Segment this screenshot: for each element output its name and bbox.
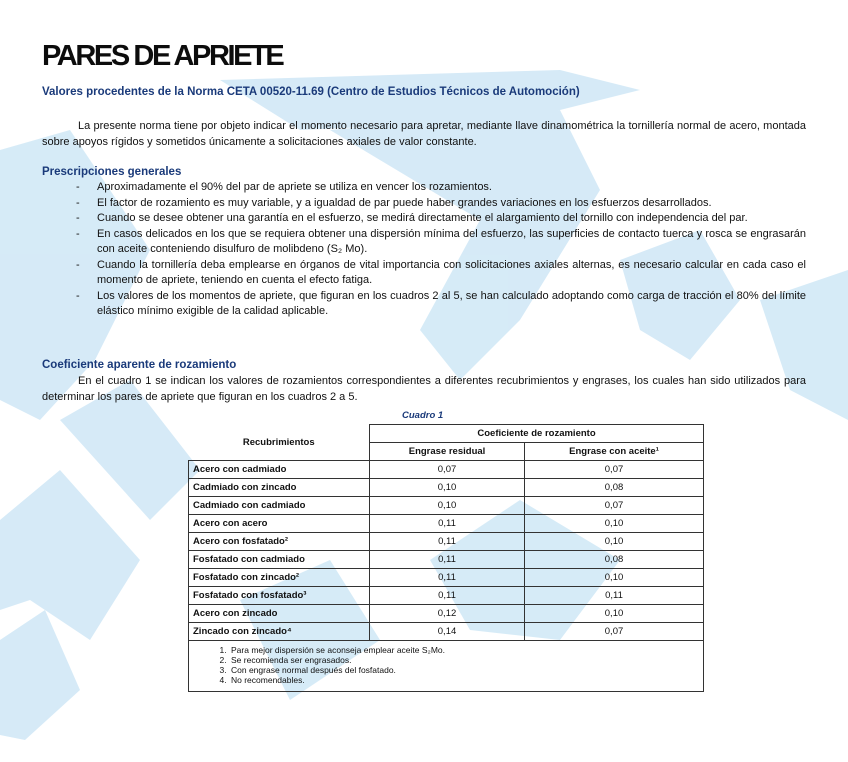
table-row — [189, 605, 704, 623]
list-item-text: En casos delicados en los que se requiera obtener una dispersión mínima del esfuerzo, las superficies de contacto tuerca y rosca se engrasarán con aceite conteniendo disulfuro de molibdeno (S₂ Mo). — [97, 227, 806, 255]
row-label: Acero con cadmiado — [189, 461, 370, 479]
table-row — [189, 497, 704, 515]
row-label: Cadmiado con zincado — [189, 479, 370, 497]
row-label: Acero con acero — [189, 515, 370, 533]
section-heading-coeficiente: Coeficiente aparente de rozamiento — [42, 359, 237, 371]
list-item: - El factor de rozamiento es muy variable, y a igualdad de par puede haber grandes variaciones en los esfuerzos desarrollados. — [76, 196, 712, 209]
cell-residual: 0,11 — [370, 569, 525, 587]
intro-paragraph: La presente norma tiene por objeto indicar el momento necesario para apretar, mediante llave dinamométrica la tornillería normal de acero, montada sobre apoyos rígidos y sometidos únicamente a solicitaciones axiales de valor constante. — [42, 120, 806, 148]
cell-aceite: 0,10 — [525, 569, 704, 587]
row-label: Cadmiado con cadmiado — [189, 497, 370, 515]
footnote: 3. Con engrase normal después del fosfatado. — [229, 665, 693, 675]
footnote: 1. Para mejor dispersión se aconseja emplear aceite S₂Mo. — [229, 645, 693, 655]
cell-aceite: 0,07 — [525, 623, 704, 641]
list-item-text: El factor de rozamiento es muy variable, y a igualdad de par puede haber grandes variaciones en los esfuerzos desarrollados. — [97, 196, 712, 209]
section-heading-prescripciones: Prescripciones generales — [42, 166, 182, 178]
list-item-text: Los valores de los momentos de apriete, que figuran en los cuadros 2 al 5, se han calculado adoptando como carga de tracción el 80% del límite elástico mínimo exigible de la calidad aplicable. — [97, 289, 806, 317]
table-row — [189, 533, 704, 551]
row-header: Recubrimientos — [189, 425, 370, 461]
table-caption: Cuadro 1 — [402, 410, 444, 421]
cell-residual: 0,10 — [370, 479, 525, 497]
list-item: - Cuando se desee obtener una garantía en el esfuerzo, se medirá directamente el alargamiento del tornillo con independencia del par. — [76, 212, 748, 224]
cell-residual: 0,11 — [370, 533, 525, 551]
cell-residual: 0,11 — [370, 587, 525, 605]
table-row — [189, 515, 704, 533]
table-row — [189, 479, 704, 497]
row-label: Acero con fosfatado² — [189, 533, 370, 551]
cell-aceite: 0,11 — [525, 587, 704, 605]
list-item-text: Cuando se desee obtener una garantía en el esfuerzo, se medirá directamente el alargamiento del tornillo con independencia del par. — [97, 212, 748, 224]
list-item: - Aproximadamente el 90% del par de apriete se utiliza en vencer los rozamientos. — [76, 181, 492, 193]
cell-residual: 0,10 — [370, 497, 525, 515]
prescripciones-list — [76, 180, 806, 320]
friction-coefficient-table — [188, 424, 704, 692]
table-row — [189, 569, 704, 587]
cell-aceite: 0,08 — [525, 479, 704, 497]
cell-residual: 0,11 — [370, 551, 525, 569]
cell-aceite: 0,10 — [525, 533, 704, 551]
cell-residual: 0,11 — [370, 515, 525, 533]
row-label: Fosfatado con cadmiado — [189, 551, 370, 569]
table-row — [189, 461, 704, 479]
row-label: Zincado con zincado⁴ — [189, 623, 370, 641]
table-row — [189, 551, 704, 569]
table-row — [189, 587, 704, 605]
coeficiente-paragraph: En el cuadro 1 se indican los valores de rozamientos correspondientes a diferentes recubrimientos y engrases, los cuales han sido utilizados para determinar los pares de apriete que figuran en los cuadros 2 a 5. — [42, 375, 806, 403]
page-title: PARES DE APRIETE — [42, 40, 283, 72]
table-footnotes — [189, 641, 704, 692]
list-item: - Los valores de los momentos de apriete, que figuran en los cuadros 2 al 5, se han calculado adoptando como carga de tracción el 80% del límite elástico mínimo exigible de la calidad aplicable. — [76, 289, 806, 317]
row-label: Fosfatado con fosfatado³ — [189, 587, 370, 605]
cell-residual: 0,12 — [370, 605, 525, 623]
row-label: Acero con zincado — [189, 605, 370, 623]
cell-residual: 0,07 — [370, 461, 525, 479]
column-header-residual: Engrase residual — [370, 443, 525, 461]
list-item-text: Aproximadamente el 90% del par de apriete se utiliza en vencer los rozamientos. — [97, 181, 492, 193]
cell-aceite: 0,07 — [525, 461, 704, 479]
list-item: - En casos delicados en los que se requiera obtener una dispersión mínima del esfuerzo, las superficies de contacto tuerca y rosca se engrasarán con aceite conteniendo disulfuro de molibdeno (S₂ Mo). — [76, 227, 806, 255]
column-header-aceite: Engrase con aceite¹ — [525, 443, 704, 461]
cell-aceite: 0,07 — [525, 497, 704, 515]
cell-residual: 0,14 — [370, 623, 525, 641]
list-item: - Cuando la tornillería deba emplearse en órganos de vital importancia con solicitaciones axiales alternas, es necesario calcular en cada caso el momento de apriete, teniendo en cuenta el efecto fatiga. — [76, 258, 806, 286]
list-item-text: Cuando la tornillería deba emplearse en órganos de vital importancia con solicitaciones axiales alternas, es necesario calcular en cada caso el momento de apriete, teniendo en cuenta el efecto fatiga. — [97, 258, 806, 286]
cell-aceite: 0,10 — [525, 605, 704, 623]
cell-aceite: 0,10 — [525, 515, 704, 533]
subtitle: Valores procedentes de la Norma CETA 00520-11.69 (Centro de Estudios Técnicos de Automoción) — [42, 86, 580, 98]
footnote: 2. Se recomienda ser engrasados. — [229, 655, 693, 665]
cell-aceite: 0,08 — [525, 551, 704, 569]
row-label: Fosfatado con zincado² — [189, 569, 370, 587]
footnote: 4. No recomendables. — [229, 675, 693, 685]
column-group-header: Coeficiente de rozamiento — [370, 425, 704, 443]
table-row — [189, 623, 704, 641]
